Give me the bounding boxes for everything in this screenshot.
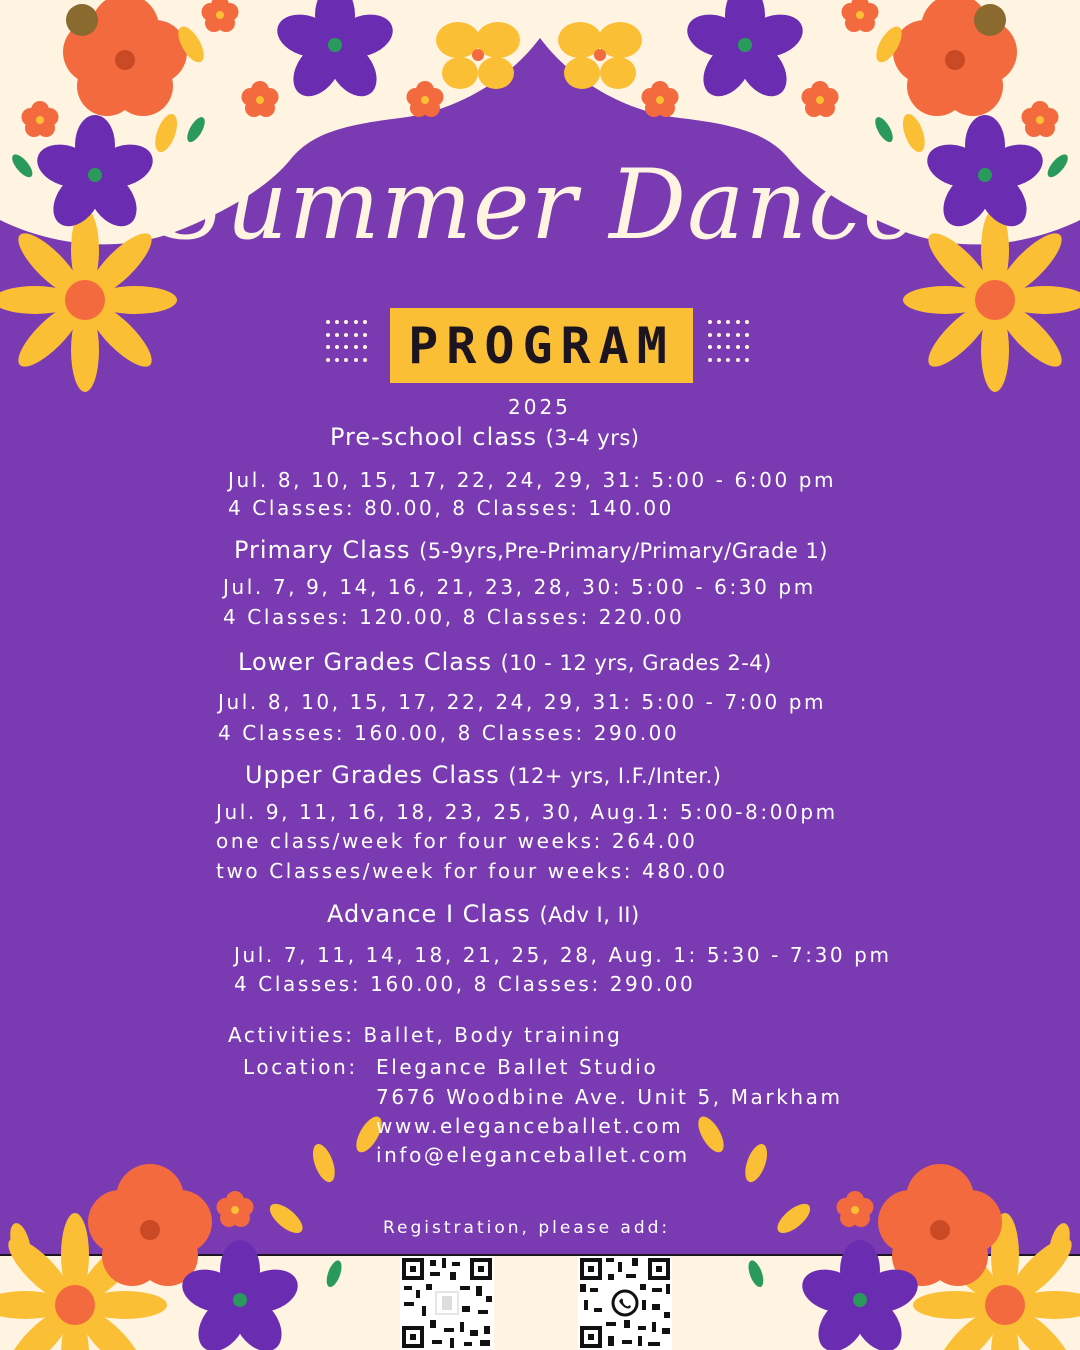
program-label: PROGRAM <box>408 316 675 375</box>
address: 7676 Woodbine Ave. Unit 5, Markham <box>376 1085 843 1109</box>
dot-pattern-left <box>326 320 372 370</box>
activities: Activities: Ballet, Body training <box>228 1023 623 1047</box>
website-link[interactable]: www.eleganceballet.com <box>376 1114 684 1138</box>
whatsapp-qr-code[interactable] <box>578 1256 672 1350</box>
class-detail: (10 - 12 yrs, Grades 2-4) <box>500 651 772 675</box>
class-heading <box>234 536 828 564</box>
schedule-line: Jul. 7, 11, 14, 18, 21, 25, 28, Aug. 1: 5:30 - 7:30 pm <box>234 943 892 967</box>
wechat-qr-code[interactable] <box>400 1256 494 1350</box>
registration-label: Registration, please add: <box>383 1218 671 1238</box>
price-line: one class/week for four weeks: 264.00 <box>216 829 698 853</box>
class-detail: (5-9yrs,Pre-Primary/Primary/Grade 1) <box>419 539 828 563</box>
class-heading <box>238 648 772 676</box>
class-name: Advance I Class <box>327 900 531 928</box>
price-line: 4 Classes: 80.00, 8 Classes: 140.00 <box>228 496 674 520</box>
program-banner <box>390 308 693 383</box>
dot-pattern-right <box>708 320 754 370</box>
class-name: Pre-school class <box>330 423 537 451</box>
location-label: Location: <box>243 1055 358 1079</box>
schedule-line: Jul. 9, 11, 16, 18, 23, 25, 30, Aug.1: 5:00-8:00pm <box>216 800 838 824</box>
email-link[interactable]: info@eleganceballet.com <box>376 1143 690 1167</box>
class-name: Lower Grades Class <box>238 648 492 676</box>
class-detail: (12+ yrs, I.F./Inter.) <box>508 764 722 788</box>
class-name: Primary Class <box>234 536 411 564</box>
price-line: 4 Classes: 160.00, 8 Classes: 290.00 <box>234 972 696 996</box>
schedule-line: Jul. 8, 10, 15, 17, 22, 24, 29, 31: 5:00 - 7:00 pm <box>218 690 827 714</box>
year: 2025 <box>508 395 571 419</box>
price-line: two Classes/week for four weeks: 480.00 <box>216 859 728 883</box>
class-heading <box>245 761 722 789</box>
schedule-line: Jul. 8, 10, 15, 17, 22, 24, 29, 31: 5:00 - 6:00 pm <box>228 468 837 492</box>
price-line: 4 Classes: 120.00, 8 Classes: 220.00 <box>223 605 685 629</box>
script-title: Summer Dance <box>159 149 921 261</box>
schedule-line: Jul. 7, 9, 14, 16, 21, 23, 28, 30: 5:00 - 6:30 pm <box>223 575 816 599</box>
class-detail: (3-4 yrs) <box>545 426 640 450</box>
class-heading <box>330 423 639 451</box>
class-detail: (Adv I, II) <box>539 903 640 927</box>
class-name: Upper Grades Class <box>245 761 500 789</box>
price-line: 4 Classes: 160.00, 8 Classes: 290.00 <box>218 721 680 745</box>
studio-name: Elegance Ballet Studio <box>376 1055 659 1079</box>
class-heading <box>327 900 640 928</box>
